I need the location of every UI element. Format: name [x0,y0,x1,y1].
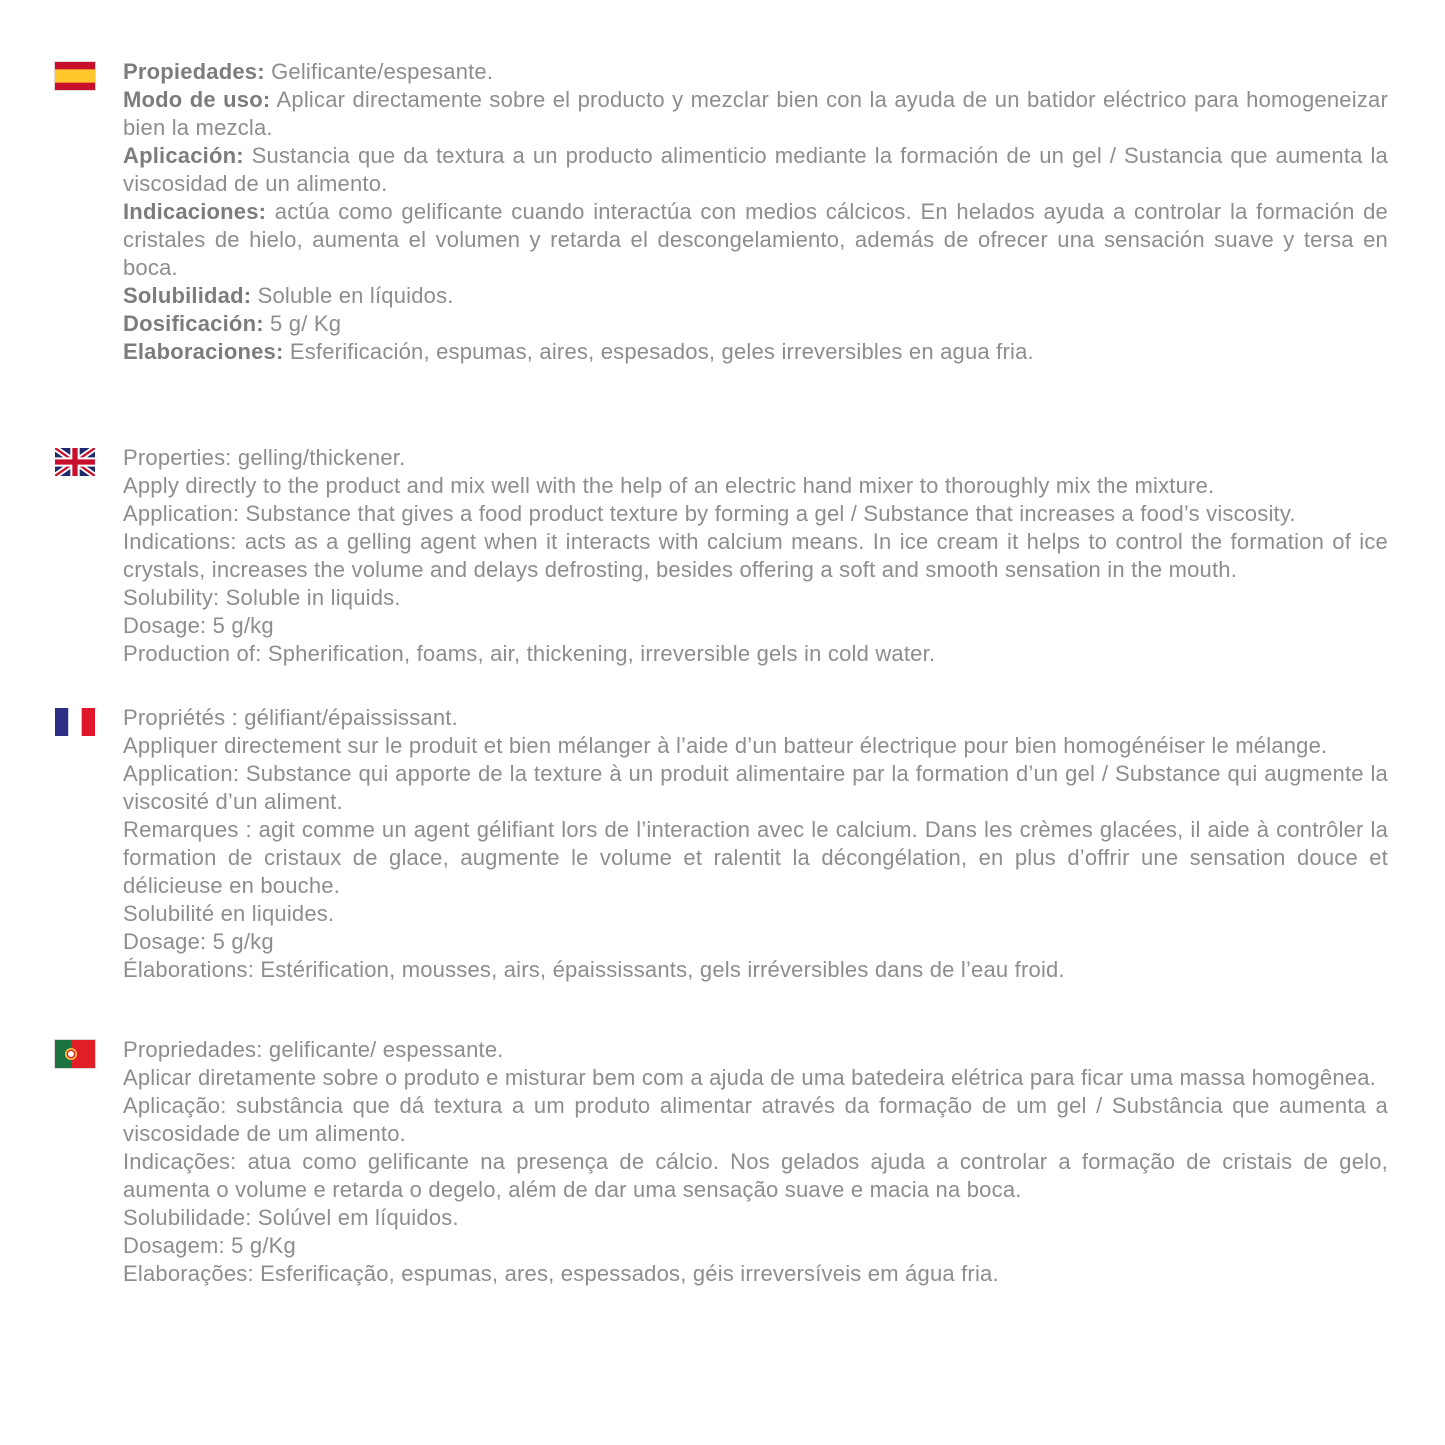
es-indications-label: Indicaciones: [123,199,267,224]
pt-solubility-line: Solubilidade: Solúvel em líquidos. [123,1205,459,1230]
spain-flag-icon [55,62,95,90]
en-dosage-line: Dosage: 5 g/kg [123,613,274,638]
portugal-flag-icon [55,1040,95,1068]
fr-application-line: Application: Substance qui apporte de la texture à un produit alimentaire par la formation d’un gel / Substance qui augmente la viscosité d’un aliment. [123,761,1388,814]
france-flag-icon [55,708,95,736]
fr-elaborations-line: Élaborations: Estérification, mousses, airs, épaississants, gels irréversibles dans de l’eau froid. [123,957,1065,982]
en-usage-line: Apply directly to the product and mix well with the help of an electric hand mixer to thoroughly mix the mixture. [123,473,1215,498]
es-dosage-label: Dosificación: [123,311,264,336]
french-text-block [123,704,1388,984]
uk-flag-icon [55,448,95,476]
spanish-text-block [123,58,1388,366]
es-usage-line: Modo de uso: Aplicar directamente sobre el producto y mezclar bien con la ayuda de un batidor eléctrico para homogeneizar bien la mezcla. [123,87,1388,140]
es-properties-label: Propiedades: [123,59,265,84]
en-production-line: Production of: Spherification, foams, air, thickening, irreversible gels in cold water. [123,641,936,666]
en-solubility-line: Solubility: Soluble in liquids. [123,585,401,610]
es-solubility-line: Solubilidad: Soluble en líquidos. [123,283,454,308]
fr-usage-line: Appliquer directement sur le produit et bien mélanger à l’aide d’un batteur électrique pour bien homogénéiser le mélange. [123,733,1328,758]
es-solubility-label: Solubilidad: [123,283,252,308]
fr-indications-line: Remarques : agit comme un agent gélifiant lors de l’interaction avec le calcium. Dans les crèmes glacées, il aide à contrôler la formation de cristaux de glace, augmente le volume et ralentit la décongélation, en plus d’offrir une sensation douce et délicieuse en bouche. [123,817,1388,898]
pt-elaborations-line: Elaborações: Esferificação, espumas, ares, espessados, géis irreversíveis em água fria. [123,1261,999,1286]
es-elaborations-line: Elaboraciones: Esferificación, espumas, aires, espesados, geles irreversibles en agua fria. [123,339,1034,364]
es-application-label: Aplicación: [123,143,244,168]
pt-application-line: Aplicação: substância que dá textura a um produto alimentar através da formação de um gel / Substância que aumenta a viscosidade de um alimento. [123,1093,1388,1146]
en-application-line: Application: Substance that gives a food product texture by forming a gel / Substance that increases a food’s viscosity. [123,501,1296,526]
fr-dosage-line: Dosage: 5 g/kg [123,929,274,954]
english-text-block [123,444,1388,668]
es-dosage-line: Dosificación: 5 g/ Kg [123,311,342,336]
pt-usage-line: Aplicar diretamente sobre o produto e misturar bem com a ajuda de uma batedeira elétrica para ficar uma massa homogênea. [123,1065,1376,1090]
section-french [55,704,1388,984]
en-properties-line: Properties: gelling/thickener. [123,445,406,470]
portuguese-text-block [123,1036,1388,1288]
es-elaborations-label: Elaboraciones: [123,339,284,364]
section-portuguese [55,1036,1388,1288]
section-spanish [55,58,1388,366]
section-english [55,444,1388,668]
pt-properties-line: Propriedades: gelificante/ espessante. [123,1037,504,1062]
pt-dosage-line: Dosagem: 5 g/Kg [123,1233,296,1258]
es-indications-line: Indicaciones: actúa como gelificante cuando interactúa con medios cálcicos. En helados ayuda a controlar la formación de cristales de hielo, aumenta el volumen y retarda el descongelamiento, además de ofrecer una sensación suave y tersa en boca. [123,199,1388,280]
en-indications-line: Indications: acts as a gelling agent when it interacts with calcium means. In ice cream it helps to control the formation of ice crystals, increases the volume and delays defrosting, besides offering a soft and smooth sensation in the mouth. [123,529,1388,582]
es-application-line: Aplicación: Sustancia que da textura a un producto alimenticio mediante la formación de un gel / Sustancia que aumenta la viscosidad de un alimento. [123,143,1388,196]
fr-properties-line: Propriétés : gélifiant/épaississant. [123,705,458,730]
es-usage-label: Modo de uso: [123,87,271,112]
pt-indications-line: Indicações: atua como gelificante na presença de cálcio. Nos gelados ajuda a controlar a formação de cristais de gelo, aumenta o volume e retarda o degelo, além de dar uma sensação suave e macia na boca. [123,1149,1388,1202]
es-properties-line: Propiedades: Gelificante/espesante. [123,59,494,84]
fr-solubility-line: Solubilité en liquides. [123,901,335,926]
